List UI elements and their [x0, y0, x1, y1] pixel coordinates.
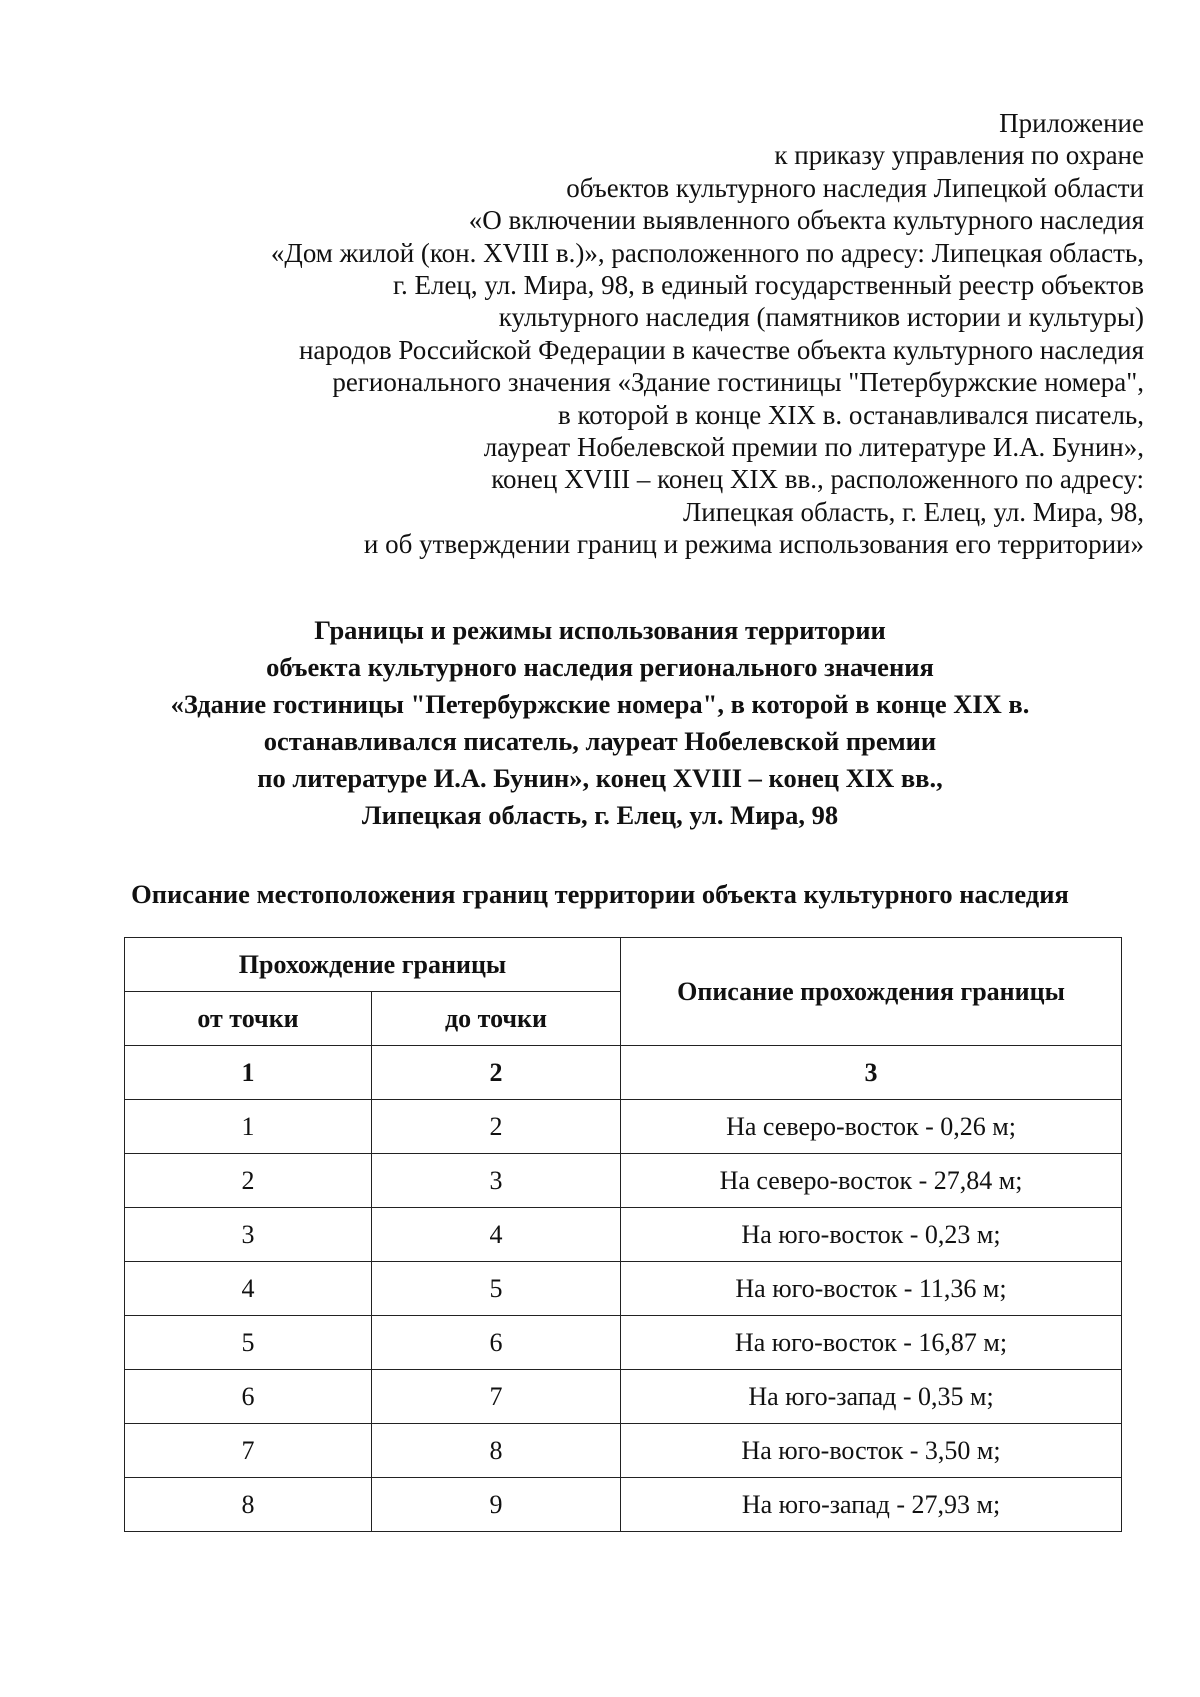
cell-description: На юго-запад - 0,35 м; — [621, 1370, 1122, 1424]
table-row — [125, 1370, 1122, 1424]
document-title — [0, 612, 1200, 834]
table-row — [125, 1316, 1122, 1370]
title-line: Липецкая область, г. Елец, ул. Мира, 98 — [361, 800, 839, 830]
cell-from: 3 — [125, 1208, 372, 1262]
header-line: объектов культурного наследия Липецкой области — [566, 172, 1144, 203]
cell-description: На юго-восток - 11,36 м; — [621, 1262, 1122, 1316]
header-line: Липецкая область, г. Елец, ул. Мира, 98, — [682, 496, 1144, 527]
title-line: Границы и режимы использования территории — [314, 615, 886, 645]
header-line: и об утверждении границ и режима использования его территории» — [363, 529, 1144, 560]
cell-to: 9 — [372, 1478, 621, 1532]
header-line: конец XVIII – конец XIX вв., расположенного по адресу: — [491, 464, 1144, 495]
header-line: Приложение — [999, 108, 1144, 138]
cell-to: 5 — [372, 1262, 621, 1316]
table-row — [125, 1424, 1122, 1478]
cell-to: 2 — [372, 1100, 621, 1154]
cell-from: 8 — [125, 1478, 372, 1532]
header-description: Описание прохождения границы — [621, 938, 1122, 1046]
cell-to: 7 — [372, 1370, 621, 1424]
section-subtitle: Описание местоположения границ территории объекта культурного наследия — [131, 879, 1069, 909]
cell-description: На юго-запад - 27,93 м; — [621, 1478, 1122, 1532]
header-from-point: от точки — [125, 992, 372, 1046]
title-line: объекта культурного наследия регионального значения — [266, 652, 934, 682]
cell-description: На северо-восток - 0,26 м; — [621, 1100, 1122, 1154]
column-number: 1 — [125, 1046, 372, 1100]
table-row — [125, 1100, 1122, 1154]
cell-from: 1 — [125, 1100, 372, 1154]
cell-description: На юго-восток - 16,87 м; — [621, 1316, 1122, 1370]
cell-from: 7 — [125, 1424, 372, 1478]
cell-from: 5 — [125, 1316, 372, 1370]
cell-to: 3 — [372, 1154, 621, 1208]
header-line: «О включении выявленного объекта культурного наследия — [468, 205, 1144, 236]
cell-to: 6 — [372, 1316, 621, 1370]
cell-description: На юго-восток - 3,50 м; — [621, 1424, 1122, 1478]
header-line: г. Елец, ул. Мира, 98, в единый государственный реестр объектов — [392, 270, 1144, 301]
appendix-header — [144, 107, 1144, 561]
cell-description: На юго-восток - 0,23 м; — [621, 1208, 1122, 1262]
table-row — [125, 1154, 1122, 1208]
title-line: по литературе И.А. Бунин», конец XVIII – конец XIX вв., — [257, 763, 943, 793]
title-line: останавливался писатель, лауреат Нобелевской премии — [263, 726, 937, 756]
table-row — [125, 1208, 1122, 1262]
title-line: «Здание гостиницы "Петербуржские номера", в которой в конце XIX в. — [170, 689, 1030, 719]
cell-description: На северо-восток - 27,84 м; — [621, 1154, 1122, 1208]
table-row — [125, 1478, 1122, 1532]
header-line: регионального значения «Здание гостиницы "Петербуржские номера", — [332, 367, 1144, 398]
cell-from: 4 — [125, 1262, 372, 1316]
header-line: в которой в конце XIX в. останавливался писатель, — [558, 399, 1144, 430]
cell-to: 8 — [372, 1424, 621, 1478]
header-line: народов Российской Федерации в качестве объекта культурного наследия — [298, 334, 1144, 365]
header-line: «Дом жилой (кон. XVIII в.)», расположенного по адресу: Липецкая область, — [270, 237, 1144, 268]
cell-from: 6 — [125, 1370, 372, 1424]
cell-to: 4 — [372, 1208, 621, 1262]
header-line: лауреат Нобелевской премии по литературе И.А. Бунин», — [483, 432, 1144, 463]
cell-from: 2 — [125, 1154, 372, 1208]
header-line: культурного наследия (памятников истории и культуры) — [498, 302, 1144, 333]
column-number: 2 — [372, 1046, 621, 1100]
header-to-point: до точки — [372, 992, 621, 1046]
boundary-table — [124, 937, 1122, 1532]
header-line: к приказу управления по охране — [774, 140, 1144, 171]
table-row — [125, 1262, 1122, 1316]
header-group-boundary: Прохождение границы — [125, 938, 621, 992]
column-number: 3 — [621, 1046, 1122, 1100]
